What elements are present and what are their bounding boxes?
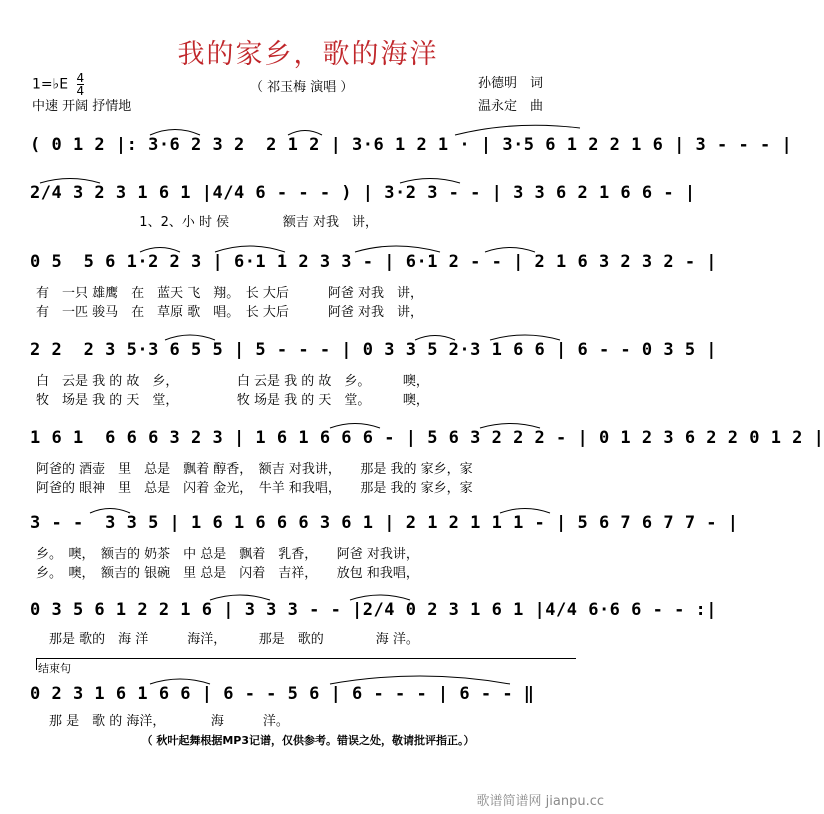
composer-credit: 温永定 曲 (478, 99, 544, 114)
notation-line: 3 - - 3 3 5 | 1 6 1 6 6 6 3 6 1 | 2 1 2 1 1 1 - | 5 6 7 6 7 7 - | (30, 513, 739, 533)
site-watermark (477, 790, 604, 809)
transcription-note: （ 秋叶起舞根据MP3记谱，仅供参考。错误之处，敬请批评指正。） (141, 734, 475, 747)
lyricist-credit: 孙德明 词 (478, 76, 544, 91)
notation-line: ( 0 1 2 |: 3·6 2 3 2 2 1 2 | 3·6 1 2 1 · | 3·5 6 1 2 2 1 6 | 3 - - - | (30, 135, 793, 155)
lyrics-verse-2: 牧 场是 我 的 天 堂， 牧 场是 我 的 天 堂。 噢， (36, 393, 429, 408)
singer-credit: （ 祁玉梅 演唱 ） (250, 80, 354, 95)
watermark-text: 歌谱简谱网 jianpu.cc (476, 794, 604, 809)
ending-bracket (36, 658, 576, 659)
time-bottom: 4 (76, 84, 85, 98)
lyrics-verse-1: 那是 歌的 海 洋 海洋， 那是 歌的 海 洋。 (36, 632, 419, 647)
lyrics-verse-1: 乡。 噢， 额吉的 奶茶 中 总是 飘着 乳香， 阿爸 对我讲， (36, 547, 419, 562)
key-label: 1=♭E (32, 76, 69, 93)
notation-line: 2 2 2 3 5·3 6 5 5 | 5 - - - | 0 3 3 5 2·3 1 6 6 | 6 - - 0 3 5 | (30, 340, 718, 360)
time-signature (77, 72, 85, 97)
lyrics-verse-1: 阿爸的 酒壶 里 总是 飘着 醇香， 额吉 对我讲， 那是 我的 家乡，家 (36, 462, 473, 477)
lyrics-verse-1: 1、2、小 时 侯 额吉 对我 讲， (36, 215, 378, 230)
notation-line: 0 2 3 1 6 1 6 6 | 6 - - 5 6 | 6 - - - | 6 - - ‖ (30, 684, 535, 704)
slur-arc (330, 676, 510, 684)
slur-arc (455, 125, 580, 135)
key-signature (32, 72, 84, 97)
time-top: 4 (76, 71, 85, 85)
song-title: 我的家乡，歌的海洋 (177, 39, 439, 70)
notation-line: 2/4 3 2 3 1 6 1 |4/4 6 - - - ) | 3·2 3 - - | 3 3 6 2 1 6 6 - | (30, 183, 696, 203)
tempo-marking: 中速 开阔 抒情地 (32, 99, 132, 114)
notation-line: 1 6 1 6 6 6 3 2 3 | 1 6 1 6 6 6 - | 5 6 3 2 2 2 - | 0 1 2 3 6 2 2 0 1 2 | (30, 428, 824, 448)
ending-bracket-tick (36, 658, 37, 670)
lyrics-verse-2: 阿爸的 眼神 里 总是 闪着 金光， 牛羊 和我唱， 那是 我的 家乡，家 (36, 481, 473, 496)
ending-label: 结束句 (38, 662, 71, 675)
lyrics-verse-2: 有 一匹 骏马 在 草原 歌 唱。 长 大后 阿爸 对我 讲， (36, 305, 424, 320)
lyrics-verse-1: 有 一只 雄鹰 在 蓝天 飞 翔。 长 大后 阿爸 对我 讲， (36, 286, 424, 301)
lyrics-verse-1: 那 是 歌 的 海洋， 海 洋。 (36, 714, 289, 729)
lyrics-verse-1: 白 云是 我 的 故 乡， 白 云是 我 的 故 乡。 噢， (36, 374, 429, 389)
notation-line: 0 5 5 6 1·2 2 3 | 6·1 1 2 3 3 - | 6·1 2 - - | 2 1 6 3 2 3 2 - | (30, 252, 718, 272)
notation-line: 0 3 5 6 1 2 2 1 6 | 3 3 3 - - |2/4 0 2 3 1 6 1 |4/4 6·6 6 - - :| (30, 600, 718, 620)
lyrics-verse-2: 乡。 噢， 额吉的 银碗 里 总是 闪着 吉祥， 放包 和我唱， (36, 566, 419, 581)
